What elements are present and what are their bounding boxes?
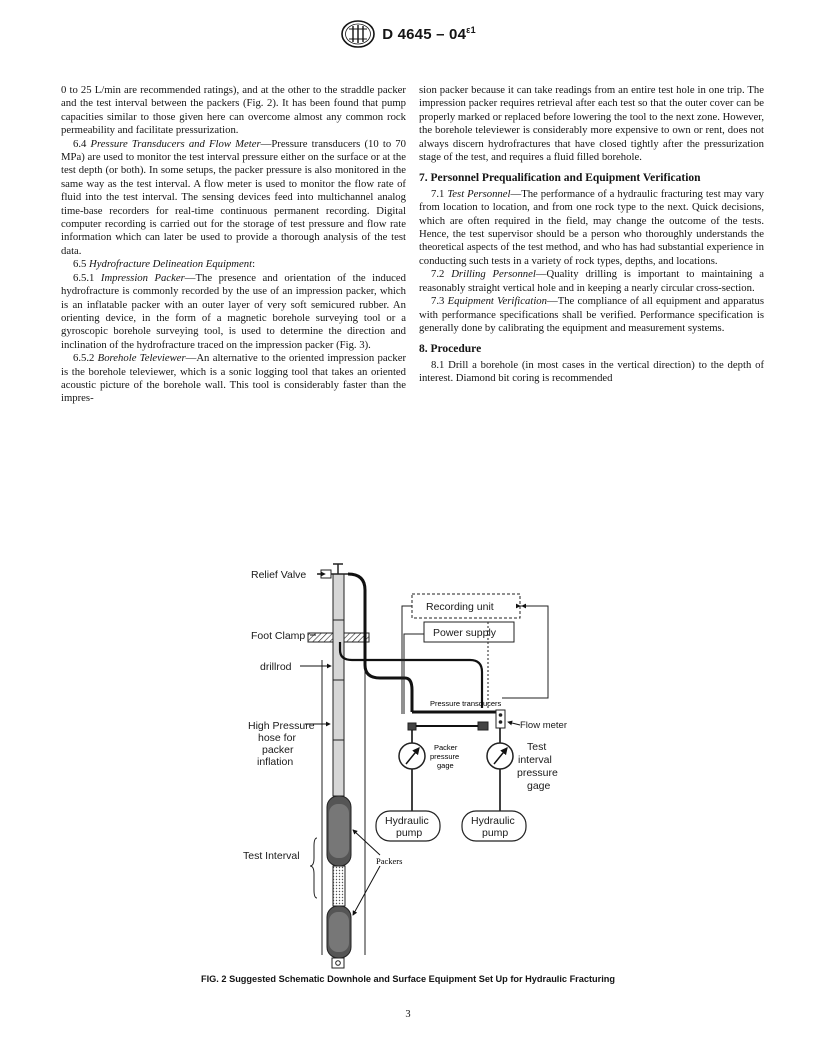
- numbered-paragraph: [419, 295, 764, 335]
- continued-paragraph: sion packer because it can take readings from an entire test hole in one trip. The impression packer requires retrieval after each test so that the outer cover can be properly marked or replaced before lowering the tool to the next zone. However, the borehole televiewer is considerably more expensive to own or rent, does not always discern hydrofractures that have closed tightly after the pressurization stage of the test, and requires a fluid filled borehole.: [419, 84, 764, 164]
- right-column: [419, 84, 764, 386]
- label-pump-left: pump: [396, 827, 423, 839]
- continued-paragraph: 0 to 25 L/min are recommended ratings), and at the other to the straddle packer and the test interval between the packers (Fig. 2). It has been found that pump capacities similar to those given here can overcome almost any common rock permeability and facilitate pressurization.: [61, 84, 406, 137]
- paragraph-text: —The performance of a hydraulic fracturing test may vary from location to location, and from one rock type to the next. Quick decisions, which are often required in the field, may change the outcome of the tests. Hence, the test supervisor should be a person who thoroughly understands the theoretical aspects of the test method, and who has had substantial experience in conducting such tests in a variety of rock types, depths, and locations.: [419, 187, 765, 267]
- label-packer-gage: pressure: [430, 752, 460, 761]
- paragraph-title: Hydrofracture Delineation Equipment: [89, 258, 253, 271]
- paragraph-title: Drilling Personnel: [451, 268, 536, 281]
- label-packer-gage: Packer: [434, 743, 458, 752]
- paragraph-number: 6.5.2: [73, 352, 95, 365]
- label-pump-right: pump: [482, 827, 509, 839]
- upper-packer-shade: [329, 804, 349, 858]
- label-recording-unit: Recording unit: [426, 601, 494, 613]
- packer-end-cap: [332, 958, 344, 968]
- label-packer-gage: gage: [437, 761, 454, 770]
- paragraph-title: Pressure Transducers and Flow Meter: [90, 137, 261, 150]
- paragraph-number: 7.2: [431, 268, 445, 281]
- section-heading: 7. Personnel Prequalification and Equipment Verification: [419, 172, 701, 185]
- label-flow-meter: Flow meter: [520, 720, 567, 731]
- drillrod: [333, 574, 344, 796]
- paragraph-text: :: [252, 258, 256, 271]
- paragraph-text: Drill a borehole (in most cases in the vertical direction) to the depth of interest. Diamond bit coring is recommended: [419, 358, 764, 385]
- label-packers: Packers: [376, 856, 403, 866]
- label-pump-right: Hydraulic: [471, 815, 515, 827]
- label-relief-valve: Relief Valve: [251, 569, 307, 581]
- test-interval-section: [333, 866, 345, 906]
- numbered-paragraph: [419, 268, 764, 295]
- numbered-paragraph: [419, 188, 764, 268]
- foot-clamp-left: [308, 633, 333, 642]
- paragraph-text: —Quality drilling is important to maintaining a reasonably straight vertical hole and in keeping a nearly circular cross-section.: [419, 268, 764, 294]
- label-hose: inflation: [257, 756, 294, 768]
- page-header: [0, 14, 816, 54]
- paragraph-title: Equipment Verification: [447, 295, 547, 308]
- label-test-interval: Test Interval: [243, 850, 300, 862]
- label-test-gage: gage: [527, 780, 551, 792]
- paragraph-text: —The presence and orientation of the induced hydrofracture is commonly recorded by the use of an impression packer, which is an inflatable packer with an outer layer of very soft semicured rubber. An orienting device, in the form of a magnetic borehole surveying tool or a gyroscopic borehole surveying tool, is used to determine the direction and inclination of the hydrofracture traced on the impression packer (Fig. 3).: [61, 271, 406, 351]
- edition-superscript: ε1: [466, 25, 476, 35]
- paragraph-number: 6.5.1: [73, 271, 95, 284]
- numbered-paragraph: [419, 359, 764, 386]
- label-test-gage: pressure: [517, 767, 558, 779]
- paragraph-title: Impression Packer: [100, 271, 185, 284]
- standard-designation: D $4645 - 04^{\varepsilon 1}$: [382, 25, 476, 43]
- numbered-paragraph: [61, 272, 406, 352]
- paragraph-number: 7.1: [431, 187, 445, 200]
- paragraph-text: —Pressure transducers (10 to 70 MPa) are used to monitor the test interval pressure either on the surface or at the test depth (or both). In some setups, the packer pressure is also monitored in the same way as the test interval. A flow meter is used to monitor the flow rate of fluid into the test interval. The sensing devices feed into multichannel analog time-base recorders for real-time continuous permanent recording. Digital computer recording is carried out for the storage of test pressure and flow rate information which can later be used to provide a thorough analysis of the test data.: [61, 137, 406, 257]
- paragraph-number: 8.1: [431, 358, 445, 371]
- numbered-paragraph: [61, 138, 406, 259]
- astm-logo-icon: [340, 19, 376, 49]
- label-pump-left: Hydraulic: [385, 815, 429, 827]
- label-power-supply: Power supply: [433, 627, 497, 639]
- label-hose: hose for: [258, 732, 296, 744]
- label-hose: High Pressure: [248, 720, 315, 732]
- paragraph-text: —The compliance of all equipment and apparatus with performance specifications shall be verified. Performance specification is generally done by calibrating the equipment and measurement systems.: [419, 295, 765, 334]
- page-number: 3: [405, 1009, 411, 1020]
- label-test-gage: Test: [527, 741, 547, 753]
- label-drillrod: drillrod: [260, 661, 292, 673]
- figure-2-schematic: [230, 560, 590, 970]
- paragraph-title: Test Personnel: [447, 187, 511, 200]
- paragraph-number: 6.5: [73, 258, 87, 271]
- figure-caption: FIG. 2 Suggested Schematic Downhole and Surface Equipment Set Up for Hydraulic Fracturing: [200, 974, 616, 984]
- paragraph-title: Borehole Televiewer: [97, 352, 186, 365]
- section-heading: 8. Procedure: [419, 343, 482, 356]
- label-hose: packer: [262, 744, 294, 756]
- paragraph-number: 6.4: [73, 137, 87, 150]
- packer-transducer: [408, 723, 416, 730]
- flow-meter: [478, 722, 488, 730]
- label-pressure-transducers: Pressure transducers: [430, 699, 502, 708]
- label-foot-clamp: Foot Clamp: [251, 630, 306, 642]
- paragraph-number: 7.3: [431, 295, 445, 308]
- label-test-gage: interval: [518, 754, 552, 766]
- left-column: [61, 84, 406, 406]
- numbered-paragraph: [61, 258, 406, 271]
- paragraph-text: —An alternative to the oriented impression packer is the borehole televiewer, which is a sonic logging tool that takes an oriented acoustic picture of the borehole wall. This tool is considerably faster than the impres-: [61, 352, 407, 405]
- interval-transducer: [496, 710, 505, 728]
- lower-packer-shade: [329, 912, 349, 952]
- numbered-paragraph: [61, 352, 406, 406]
